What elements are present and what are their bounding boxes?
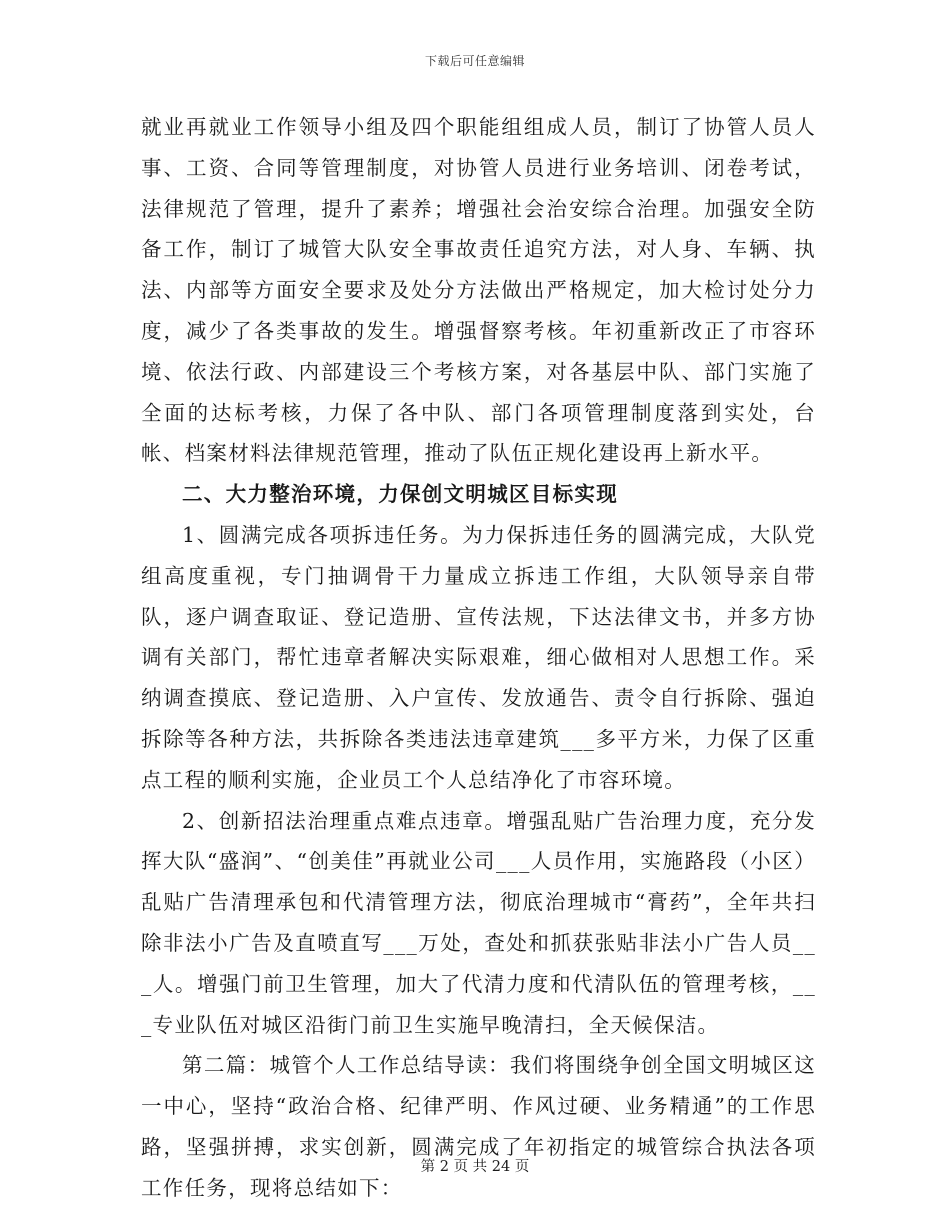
section-heading: 二、大力整治环境，力保创文明城区目标实现 — [182, 482, 618, 507]
document-body — [141, 107, 816, 1209]
paragraph-advertising: 2、创新招法治理重点难点违章。增强乱贴广告治理力度，充分发挥大队“盛润”、“创美佳”再就业公司___人员作用，实施路段（小区）乱贴广告清理承包和代清管理方法，彻底治理城市“膏药”，全年共扫除非法小广告及直喷直写___万处，查处和抓获张贴非法小广告人员___人。增强门前卫生管理，加大了代清力度和代清队伍的管理考核，___专业队伍对城区沿街门前卫生实施早晚清扫，全天候保洁。 — [141, 808, 816, 1037]
paragraph-demolition: 1、圆满完成各项拆违任务。为力保拆违任务的圆满完成，大队党组高度重视，专门抽调骨干力量成立拆违工作组，大队领导亲自带队，逐户调查取证、登记造册、宣传法规，下达法律文书，并多方协调有关部门，帮忙违章者解决实际艰难，细心做相对人思想工作。采纳调查摸底、登记造册、入户宣传、发放通告、责令自行拆除、强迫拆除等各种方法，共拆除各类违法违章建筑___多平方米，力保了区重点工程的顺利实施，企业员工个人总结净化了市容环境。 — [141, 522, 816, 792]
paragraph-continued: 就业再就业工作领导小组及四个职能组组成人员，制订了协管人员人事、工资、合同等管理制度，对协管人员进行业务培训、闭卷考试，法律规范了管理，提升了素养；增强社会治安综合治理。加强安全防备工作，制订了城管大队安全事故责任追究方法，对人身、车辆、执法、内部等方面安全要求及处分方法做出严格规定，加大检讨处分力度，减少了各类事故的发生。增强督察考核。年初重新改正了市容环境、依法行政、内部建设三个考核方案，对各基层中队、部门实施了全面的达标考核，力保了各中队、部门各项管理制度落到实处，台帐、档案材料法律规范管理，推动了队伍正规化建设再上新水平。 — [141, 115, 816, 466]
paragraph-second-article: 第二篇：城管个人工作总结导读：我们将围绕争创全国文明城区这一中心，坚持“政治合格、纪律严明、作风过硬、业务精通”的工作思路，坚强拼搏，求实创新，圆满完成了年初指定的城管综合执法各项工作任务，现将总结如下： — [141, 1053, 816, 1200]
page-header: 下载后可任意编辑 — [424, 54, 525, 68]
page-number: 第 2 页 共 24 页 — [420, 1159, 530, 1175]
